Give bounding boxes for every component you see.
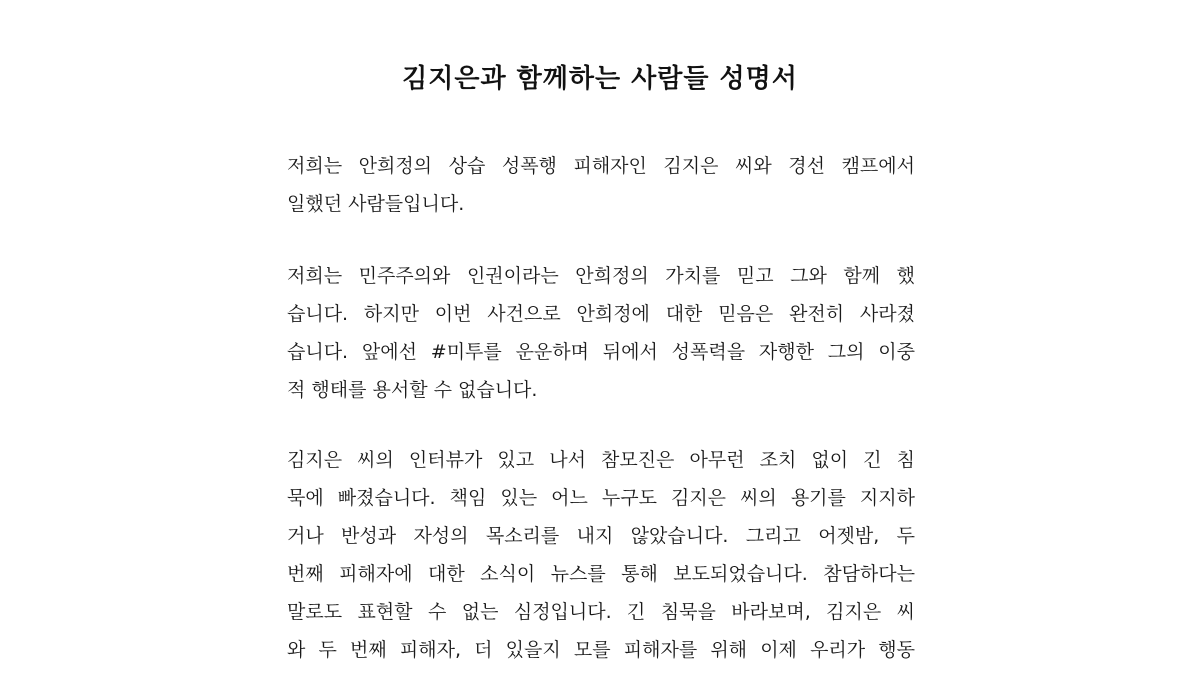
paragraph-line: 거나 반성과 자성의 목소리를 내지 않았습니다. 그리고 어젯밤, 두: [287, 525, 915, 547]
paragraph-line: 저희는 민주주의와 인권이라는 안희정의 가치를 믿고 그와 함께 했: [287, 265, 915, 287]
paragraph-line: 저희는 안희정의 상습 성폭행 피해자인 김지은 씨와 경선 캠프에서: [287, 155, 915, 177]
paragraph-line: 일했던 사람들입니다.: [287, 193, 465, 215]
paragraph-line: 말로도 표현할 수 없는 심정입니다. 긴 침묵을 바라보며, 김지은 씨: [287, 601, 915, 623]
paragraph-line: 적 행태를 용서할 수 없습니다.: [287, 379, 538, 401]
document-title: 김지은과 함께하는 사람들 성명서: [402, 64, 798, 94]
paragraph-line: 와 두 번째 피해자, 더 있을지 모를 피해자를 위해 이제 우리가 행동: [287, 639, 915, 661]
paragraph-3: [287, 441, 915, 669]
paragraph-line: 묵에 빠졌습니다. 책임 있는 어느 누구도 김지은 씨의 용기를 지지하: [287, 487, 915, 509]
paragraph-line: 번째 피해자에 대한 소식이 뉴스를 통해 보도되었습니다. 참담하다는: [287, 563, 915, 585]
paragraph-line: 김지은 씨의 인터뷰가 있고 나서 참모진은 아무런 조치 없이 긴 침: [287, 449, 915, 471]
paragraph-2: [287, 257, 915, 409]
paragraph-line: 습니다. 하지만 이번 사건으로 안희정에 대한 믿음은 완전히 사라졌: [287, 303, 915, 325]
paragraph-1: [287, 147, 915, 223]
paragraph-line: 습니다. 앞에선 #미투를 운운하며 뒤에서 성폭력을 자행한 그의 이중: [287, 341, 915, 363]
